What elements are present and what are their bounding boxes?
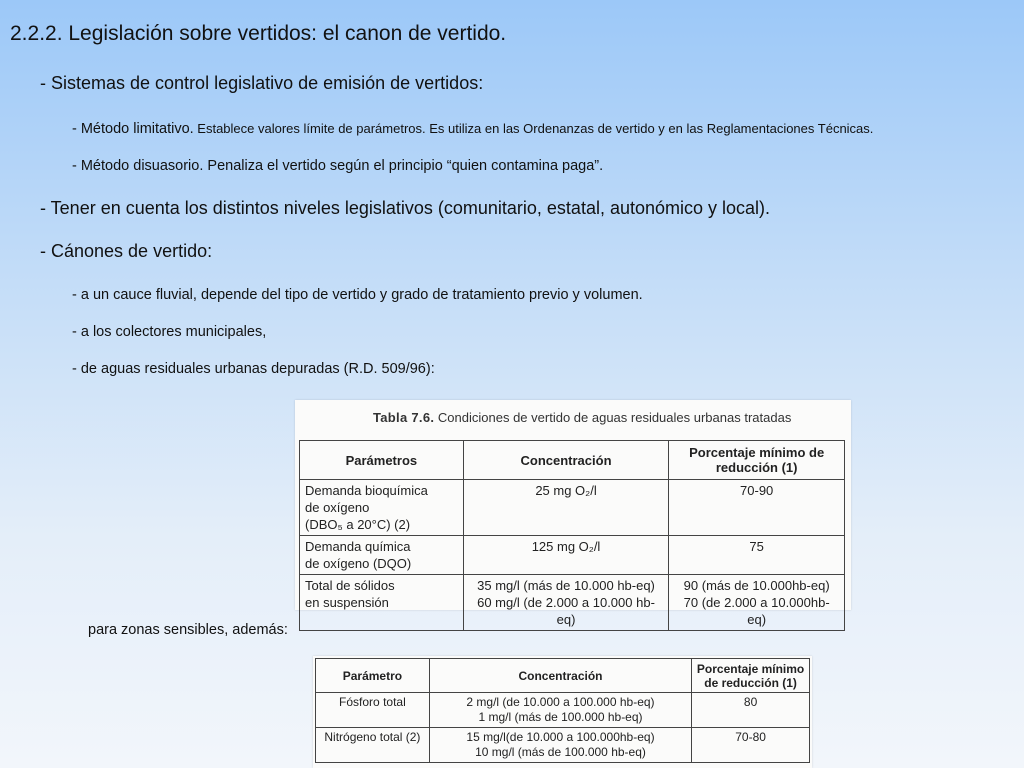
zonas-sensibles-note: para zonas sensibles, además:: [88, 622, 288, 638]
table2-conc-line: 10 mg/l (más de 100.000 hb-eq): [475, 745, 646, 759]
table1-param-line: de oxígeno (DQO): [305, 556, 412, 571]
table1-param-line: (DBO₅ a 20°C) (2): [305, 517, 411, 532]
table1-param: [300, 536, 464, 575]
bullet-colectores: - a los colectores municipales,: [72, 324, 267, 340]
table1-caption-text: Condiciones de vertido de aguas residuales urbanas tratadas: [437, 410, 792, 425]
table2-concentration: [429, 693, 691, 728]
table-zonas-sensibles: [313, 656, 812, 768]
bullet-depuradas: - de aguas residuales urbanas depuradas (R.D. 509/96):: [72, 361, 435, 377]
table2-header-porcentaje: Porcentaje mínimo de reducción (1): [692, 659, 810, 693]
bullet-metodo-limitativo: [72, 121, 873, 137]
table2-concentration: [429, 728, 691, 763]
table1-param-line: Demanda química: [305, 539, 411, 554]
table1-param: [300, 575, 464, 631]
table1-param-line: en suspensión: [305, 595, 389, 610]
table2-reduction: 70-80: [692, 728, 810, 763]
table1-conc-line: 125 mg O₂/l: [531, 539, 601, 554]
table2-conc-line: 15 mg/l(de 10.000 a 100.000hb-eq): [466, 730, 655, 744]
table2-conc-line: 2 mg/l (de 10.000 a 100.000 hb-eq): [466, 695, 655, 709]
bullet-limitativo-text: Establece valores límite de parámetros. Es utiliza en las Ordenanzas de vertido y en las Reglamentaciones Técnicas.: [193, 121, 874, 136]
table1-param-line: Total de sólidos: [305, 578, 395, 593]
bullet-niveles: - Tener en cuenta los distintos niveles legislativos (comunitario, estatal, autonómico y local).: [40, 198, 771, 218]
page-title: 2.2.2. Legislación sobre vertidos: el canon de vertido.: [10, 22, 507, 45]
table1-red-line: 70-90: [740, 483, 774, 498]
table1-header-porcentaje: Porcentaje mínimo de reducción (1): [669, 441, 845, 480]
table1-reduction: [669, 480, 845, 536]
table1-concentration: [463, 536, 669, 575]
table1-red-line: 70 (de 2.000 a 10.000hb-eq): [683, 595, 830, 627]
table2-conc-line: 1 mg/l (más de 100.000 hb-eq): [478, 710, 643, 724]
table1-red-line: 90 (más de 10.000hb-eq): [683, 578, 830, 593]
table1-caption-label: Tabla 7.6.: [373, 410, 435, 425]
table-row: [300, 536, 845, 575]
table2-reduction: 80: [692, 693, 810, 728]
table1-concentration: [463, 480, 669, 536]
table-row: [300, 575, 845, 631]
table1-red-line: 75: [749, 539, 764, 554]
table1-header-concentracion: Concentración: [463, 441, 669, 480]
table1-header-row: [300, 441, 845, 480]
table-row: [316, 693, 810, 728]
table1-param-line: de oxígeno: [305, 500, 370, 515]
table1-grid: [299, 440, 845, 631]
table2-grid: [315, 658, 810, 763]
table1-conc-line: 35 mg/l (más de 10.000 hb-eq): [477, 578, 655, 593]
bullet-canones: - Cánones de vertido:: [40, 241, 213, 261]
table2-header-parametro: Parámetro: [316, 659, 430, 693]
table2-header-concentracion: Concentración: [429, 659, 691, 693]
table1-header-parametros: Parámetros: [300, 441, 464, 480]
table1-reduction: [669, 536, 845, 575]
bullet-limitativo-lead: - Método limitativo.: [72, 121, 194, 137]
table-7-6: [295, 400, 851, 627]
table1-param: [300, 480, 464, 536]
bullet-sistemas: - Sistemas de control legislativo de emisión de vertidos:: [40, 73, 484, 93]
table1-reduction: [669, 575, 845, 631]
table-row: [300, 480, 845, 536]
table2-param: Fósforo total: [316, 693, 430, 728]
table-row: [316, 728, 810, 763]
table2-header-row: [316, 659, 810, 693]
bullet-metodo-disuasorio: - Método disuasorio. Penaliza el vertido según el principio “quien contamina paga”.: [72, 158, 604, 174]
bullet-cauce: - a un cauce fluvial, depende del tipo de vertido y grado de tratamiento previo y volumen.: [72, 287, 643, 303]
table1-param-line: Demanda bioquímica: [305, 483, 428, 498]
table2-param: Nitrógeno total (2): [316, 728, 430, 763]
table1-concentration: [463, 575, 669, 631]
table1-conc-line: 60 mg/l (de 2.000 a 10.000 hb-eq): [477, 595, 655, 627]
table1-caption: [373, 410, 791, 425]
table1-conc-line: 25 mg O₂/l: [535, 483, 597, 498]
